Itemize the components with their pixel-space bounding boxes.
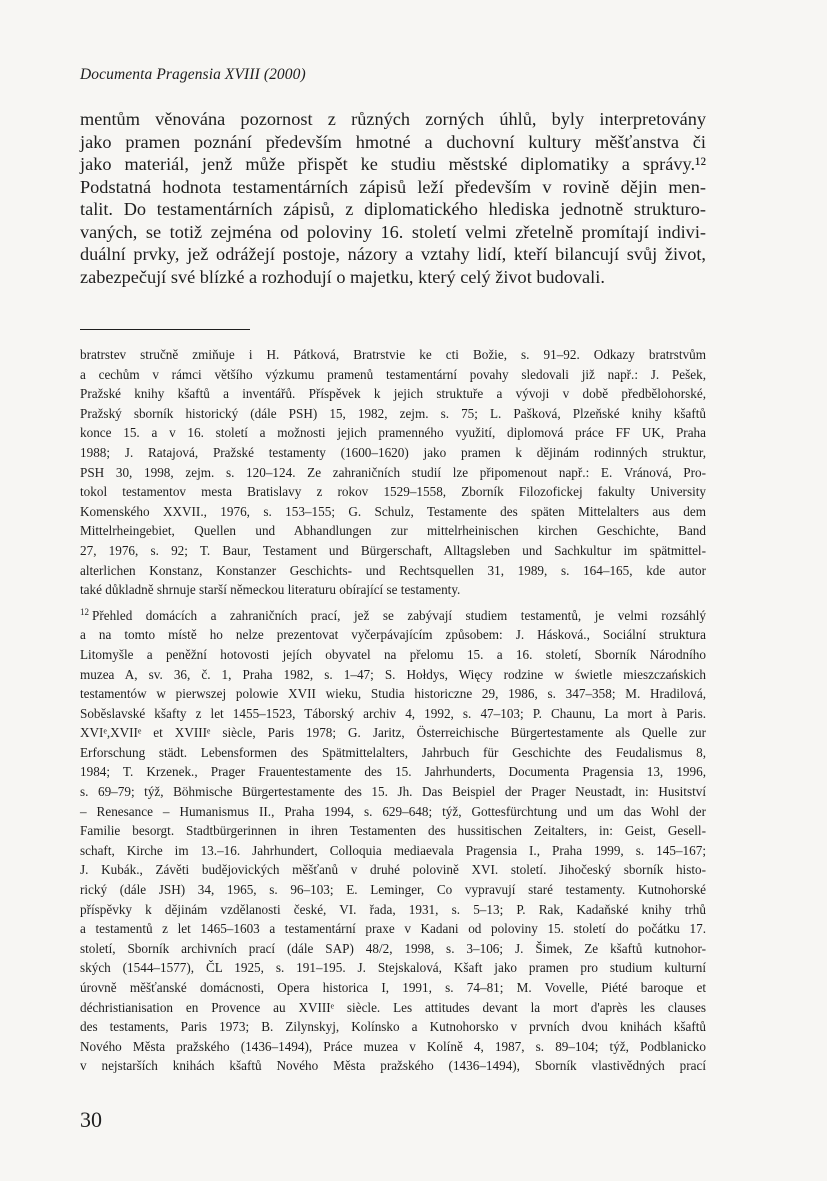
footnote-line: Pražský sborník historický (dále PSH) 15, 1982, zejm. s. 75; L. Pašková, Plzeňské knihy kšaftů (80, 405, 706, 421)
footnote-line: v nejstarších knihách kšaftů Nového Města pražského (1436–1494), Sborník vlastivědných prací (80, 1058, 706, 1074)
footnote-line: Erforschung städt. Lebensformen des Spätmittelalters, Jahrbuch für Geschichte des Feudalismus 8, (80, 744, 706, 760)
footnote-line: tokol testamentov mesta Bratislavy z rokov 1529–1558, Zborník Filozofickej fakulty University (80, 484, 706, 500)
footnote-line: muzea A, sv. 36, č. 1, Praha 1982, s. 1–47; S. Hołdys, Więcy rodzine w świetle mieszczańskich (80, 666, 706, 682)
footnote-line: des testaments, Paris 1973; B. Zilynskyj, Kolínsko a Kutnohorsko v prvních dvou knihách kšaftů (80, 1019, 706, 1035)
body-line: vaných, se totiž zejména od poloviny 16. století velmi zřetelně promítají indivi- (80, 221, 706, 242)
footnote-line: $^{12}$ Přehled domácích a zahraničních prací, jež se zabývají studiem testamentů, je velmi rozsáhlý (80, 606, 706, 623)
footnote-line: 1988; J. Ratajová, Pražské testamenty (1600–1620) jako pramen k dějinám rodinných struktur, (80, 444, 706, 460)
body-line: mentům věnována pozornost z různých zorných úhlů, byly interpretovány (80, 109, 706, 129)
footnote-number: 12 (80, 606, 89, 617)
footnote-line: s. 69–79; týž, Böhmische Bürgertestamente des 15. Jh. Das Beispiel der Prager Neustadt, in: Husitství (80, 784, 706, 800)
running-head: Documenta Pragensia XVIII (2000) (80, 66, 306, 83)
footnote-line: bratrstev stručně zmiňuje i H. Pátková, Bratrstvie ke cti Božie, s. 91–92. Odkazy bratrstvům (80, 347, 706, 362)
footnote-12 (80, 603, 706, 1076)
footnote-line: a testamentů z let 1465–1603 a testamentární praxe v Kadani od poloviny 15. století do počátku 17. (80, 921, 706, 937)
footnote-line: Familie besorgt. Stadtbürgerinnen in ihren Testamenten des hussitischen Zeitalters, in: Geist, Gesell- (80, 823, 706, 839)
footnote-line: testamentów w pierwszej polowie XVII wieku, Studia historiczne 29, 1986, s. 347–358; M. Hradilová, (80, 686, 706, 702)
footnote-line: Mittelrheingebiet, Quellen und Abhandlungen zur mittelrheinischen kirchen Geschichte, Band (80, 523, 706, 539)
footnote-line: déchristianisation en Provence au XVIIIᵉ siècle. Les attitudes devant la mort d'après les clauses (80, 999, 706, 1015)
footnote-line: konce 15. a v 16. století a možnosti jejich pramenného využití, diplomová práce FF UK, Praha (80, 425, 706, 441)
footnote-line: rický (dále JSH) 34, 1965, s. 96–103; E. Leminger, Co vypravují staré testamenty. Kutnohorské (80, 882, 706, 898)
body-line: duální prvky, jež odrážejí postoje, názory a vztahy lidí, kteří bilancují svůj život, (80, 244, 706, 264)
footnote-line: J. Kubák., Závěti budějovických měšťanů v druhé polovině XVI. století. Jihočeský sborník histo- (80, 862, 706, 878)
footnote-line: úrovně měšťanské domácnosti, Opera historica I, 1991, s. 74–81; M. Vovelle, Piété baroque et (80, 980, 706, 995)
footnote-line: a cechům v rámci většího výzkumu pramenů testamentární povahy sledovali již např.: J. Pešek, (80, 366, 706, 382)
body-line: talit. Do testamentárních zápisů, z diplomatického hlediska jednotně strukturo- (80, 199, 706, 219)
body-text (80, 108, 706, 288)
footnote-line: – Renesance – Humanismus II., Praha 1994, s. 629–648; týž, Gottesfürchtung und um das Wohl der (80, 803, 706, 819)
footnote-line: Soběslavské kšafty z let 1455–1523, Táborský archiv 4, 1992, s. 47–103; P. Chaunu, La mort à Paris. (80, 705, 706, 721)
body-line: Podstatná hodnota testamentárních zápisů leží především v rovině dějin men- (80, 176, 706, 197)
footnote-continued (80, 345, 706, 600)
body-line: zabezpečují své blízké a rozhodují o majetku, který celý život budovali. (80, 266, 605, 287)
footnote-line: ských (1544–1577), ČL 1925, s. 191–195. J. Stejskalová, Kšaft jako pramen pro studium kulturní (80, 960, 706, 976)
footnote-line: 1984; T. Krzenek., Prager Frauentestamente des 15. Jahrhunderts, Documenta Pragensia 13, 1996, (80, 764, 706, 780)
footnote-line: alterlichen Konstanz, Konstanzer Geschichts- und Rechtsquellen 31, 1989, s. 164–165, kde autor (80, 562, 706, 578)
page-number: 30 (80, 1107, 102, 1132)
footnotes (80, 345, 706, 1076)
footnote-separator (80, 329, 250, 330)
footnote-line: 27, 1976, s. 92; T. Baur, Testament und Bürgerschaft, Alltagsleben und Sachkultur im spätmittel- (80, 542, 706, 558)
footnote-line: Nového Města pražského (1436–1494), Práce muzea v Kolíně 4, 1987, s. 89–104; týž, Podblanicko (80, 1038, 706, 1054)
footnote-line: schaft, Kirche im 13.–16. Jahrhundert, Colloquia mediaevala Pragensia I., Praha 1999, s. 145–167; (80, 842, 706, 858)
body-line: jako pramen poznání především hmotné a duchovní kultury měšťanstva či (80, 131, 706, 152)
footnote-line: také důkladně shrnuje starší německou literaturu obírající se testamenty. (80, 582, 461, 598)
footnote-line: Litomyšle a peněžní hotovosti jejích obyvatel na přelomu 15. a 16. století, Sborník Národního (80, 646, 706, 662)
footnote-line: příspěvky k dějinám vzdělanosti české, VI. řada, 1931, s. 5–13; P. Rak, Kadaňské knihy trhů (80, 901, 706, 917)
footnote-line: Pražské knihy kšaftů a inventářů. Příspěvek k jejich struktuře a vývoji v době předbělohorské, (80, 386, 706, 402)
footnote-line: století, Sborník archivních prací (dále SAP) 48/2, 1998, s. 3–106; J. Šimek, Ze kšaftů kutnohor- (80, 940, 706, 956)
footnote-line: XVIᵉ,XVIIᵉ et XVIIIᵉ siècle, Paris 1978; G. Jaritz, Österreichische Bürgertestamente als Quelle zur (80, 725, 706, 741)
footnote-line: Komenského XXVII., 1976, s. 153–155; G. Schulz, Testamente des späten Mittelalters aus dem (80, 503, 706, 519)
body-line: jako materiál, jenž může přispět ke studiu městské diplomatiky a správy.¹² (80, 154, 706, 174)
footnote-line: a na tomto místě ho nelze prezentovat vyčerpávajícím způsobem: J. Hásková., Sociální struktura (80, 627, 706, 643)
footnote-line: PSH 30, 1998, zejm. s. 120–124. Ze zahraničních studií lze připomenout např.: E. Vránová, Pro- (80, 464, 706, 480)
